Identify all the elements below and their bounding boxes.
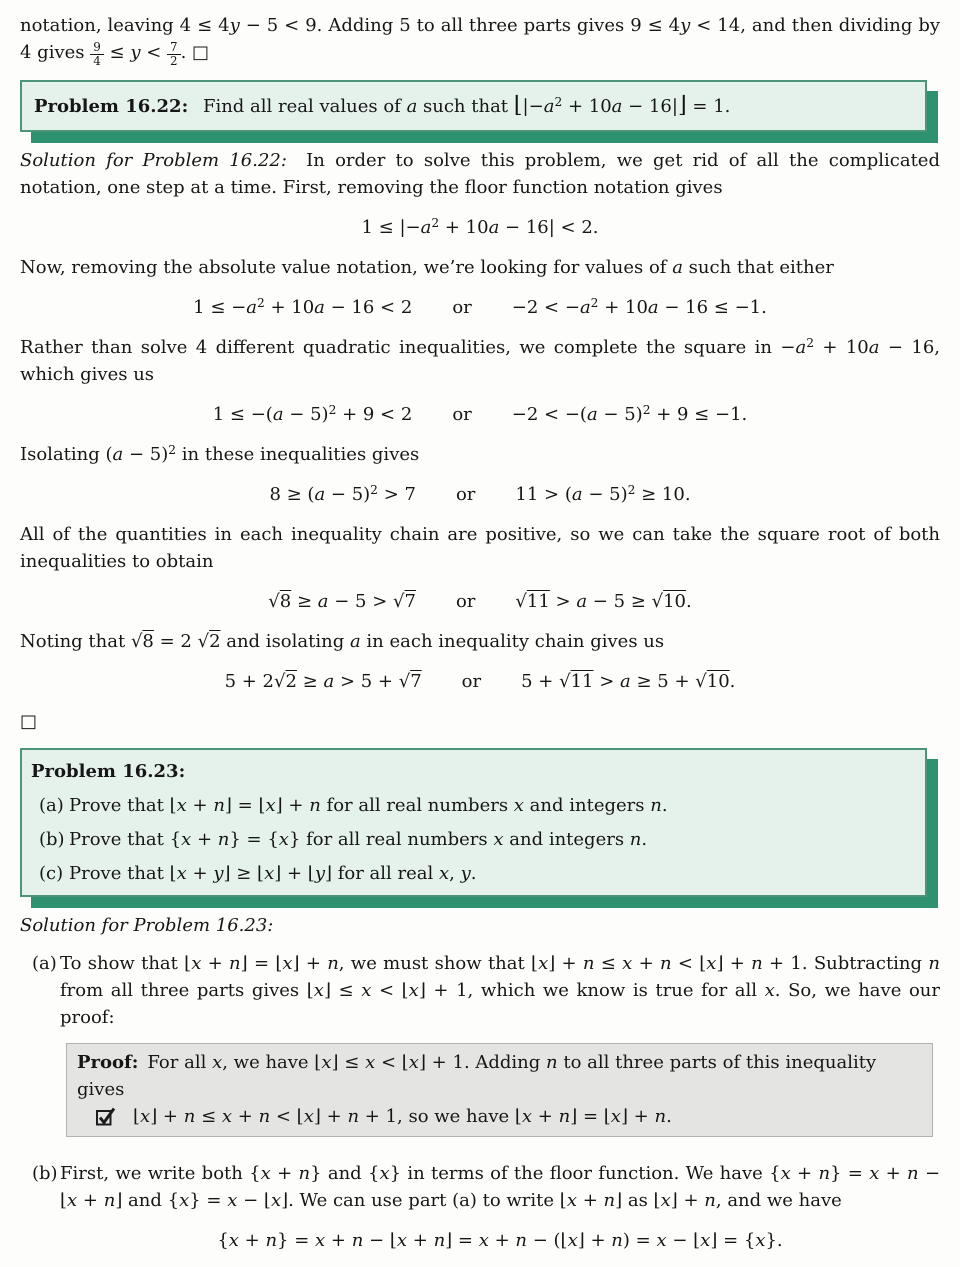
problem-item-a bbox=[31, 792, 913, 819]
equation-two-chains: $1 \le -a^2 + 10a - 16 < 2$ or $-2 < -a^2 + 10a - 16 \le -1$. bbox=[193, 296, 767, 319]
equation-final-ranges: 5 + 2√2 ≥ a > 5 + √7 or 5 + √11 > a ≥ 5 + √10. bbox=[224, 671, 736, 693]
problem-box-16-23 bbox=[20, 748, 927, 897]
problem-item-c-label: (c) bbox=[39, 863, 64, 885]
solution-item-a-content bbox=[60, 950, 940, 1149]
proof-line-2-text: ⌊x⌋ + n ≤ x + n < ⌊x⌋ + n + 1, so we have ⌊x + n⌋ = ⌊x⌋ + n. bbox=[133, 1106, 672, 1128]
solution-16-23-header: Solution for Problem 16.23: bbox=[20, 915, 274, 937]
equation-completed-square: $1 \le -(a - 5)^2 + 9 < 2$ or $-2 < -(a - 5)^2 + 9 \le -1$. bbox=[212, 403, 748, 426]
paragraph-absolute-value: Now, removing the absolute value notation, we’re looking for values of a such that either bbox=[20, 257, 834, 279]
paragraph-continuation: notation, leaving 4 ≤ 4y − 5 < 9. Adding 5 to all three parts gives 9 ≤ 4y < 14, and then dividing by 4 gives $\frac{9}{4}$ ≤ y < $\frac{7}{2}$ . □ bbox=[20, 15, 941, 68]
solution-16-22-intro: Solution for Problem 16.22: In order to solve this problem, we get rid of all the complicated notation, one step at a time. First, removing the floor function notation gives bbox=[20, 150, 940, 199]
paragraph-square-root: All of the quantities in each inequality chain are positive, so we can take the square root of both inequalities to obtain bbox=[20, 524, 940, 573]
solution-item-a-label: (a) bbox=[32, 953, 57, 975]
problem-item-b bbox=[31, 826, 913, 853]
problem-item-c bbox=[31, 860, 913, 887]
solution-item-b-label: (b) bbox=[32, 1163, 58, 1185]
solution-item-b bbox=[20, 1160, 940, 1267]
solution-item-b-text: First, we write both {x + n} and {x} in terms of the floor function. We have {x + n} = x + n − ⌊x + n⌋ and {x} = x − ⌊x⌋. We can use part (a) to write ⌊x + n⌋ as ⌊x⌋ + n, and we have bbox=[60, 1163, 941, 1212]
problem-16-23-title: Problem 16.23: bbox=[31, 761, 186, 783]
problem-item-a-label: (a) bbox=[39, 795, 64, 817]
problem-item-b-text: Prove that {x + n} = {x} for all real numbers x and integers n. bbox=[69, 829, 648, 851]
paragraph-isolating: Isolating $(a - 5)^2$ in these inequalities gives bbox=[20, 443, 420, 466]
solution-item-a bbox=[20, 950, 940, 1149]
solution-item-b-content bbox=[60, 1160, 940, 1267]
equation-square-roots: √8 ≥ a − 5 > √7 or √11 > a − 5 ≥ √10. bbox=[268, 591, 692, 613]
proof-box bbox=[66, 1043, 933, 1137]
problem-item-c-text: Prove that ⌊x + y⌋ ≥ ⌊x⌋ + ⌊y⌋ for all real x, y. bbox=[69, 863, 477, 885]
qed-square: □ bbox=[20, 711, 38, 733]
problem-item-b-label: (b) bbox=[39, 829, 65, 851]
problem-item-a-text: Prove that ⌊x + n⌋ = ⌊x⌋ + n for all real numbers x and integers n. bbox=[69, 795, 668, 817]
solution-item-a-text: To show that ⌊x + n⌋ = ⌊x⌋ + n, we must show that ⌊x⌋ + n ≤ x + n < ⌊x⌋ + n + 1. Subtracting n from all three parts gives ⌊x⌋ ≤ x < ⌊x⌋ + 1, which we know is true for all x. So, we have our proof: bbox=[60, 953, 940, 1029]
checked-box-icon bbox=[95, 1106, 116, 1127]
proof-line-2 bbox=[77, 1103, 922, 1130]
equation-fractional-part: {x + n} = x + n − ⌊x + n⌋ = x + n − (⌊x⌋ + n) = x − ⌊x⌋ = {x}. bbox=[217, 1230, 783, 1252]
paragraph-noting: Noting that √8 = 2 √2 and isolating a in each inequality chain gives us bbox=[20, 631, 665, 653]
equation-floor-removed: $1 \le |-a^2 + 10a - 16| < 2$. bbox=[361, 216, 599, 239]
equation-isolated-square: $8 \ge (a - 5)^2 > 7$ or $11 > (a - 5)^2 \ge 10$. bbox=[269, 483, 691, 506]
paragraph-complete-square: Rather than solve 4 different quadratic inequalities, we complete the square in $-a^2 + 10a - 16$, which gives us bbox=[20, 336, 940, 386]
proof-line-1: Proof: For all x, we have ⌊x⌋ ≤ x < ⌊x⌋ + 1. Adding n to all three parts of this inequality gives bbox=[77, 1052, 877, 1101]
problem-16-22-statement: Problem 16.22: Find all real values of a such that $⌊|-a^2 + 10a$ − 16|⌋ = 1. bbox=[34, 92, 731, 119]
problem-box-16-22 bbox=[20, 80, 927, 132]
